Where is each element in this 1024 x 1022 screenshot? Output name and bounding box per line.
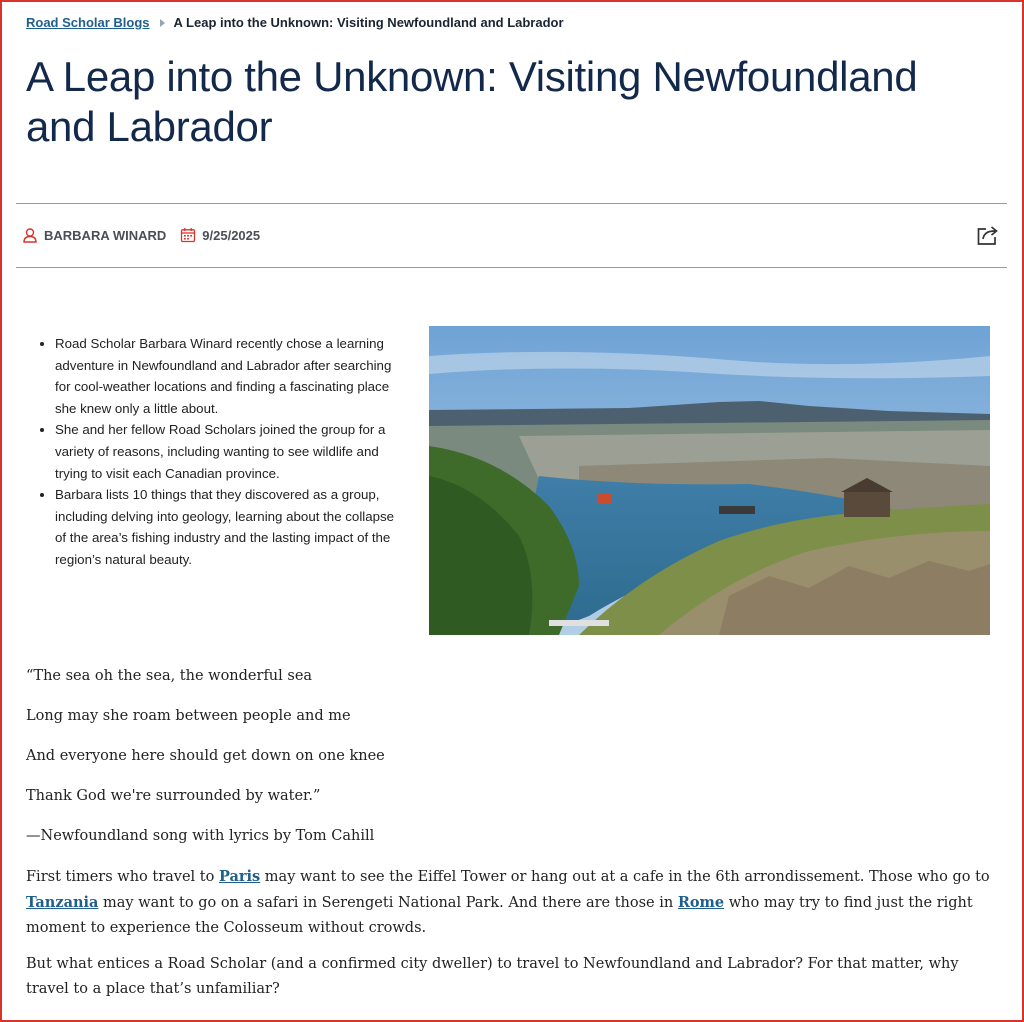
summary-item: • Barbara lists 10 things that they discovered as a group, including delving into geology, learning about the collapse of the area’s fishing industry and the lasting impact of the region’s natural beauty. [55,484,398,570]
verse-line: And everyone here should get down on one knee [26,748,385,764]
breadcrumb-separator-icon [160,19,165,27]
verse-line: Long may she roam between people and me [26,708,351,724]
paragraph-question: But what entices a Road Scholar (and a confirmed city dweller) to travel to Newfoundland and Labrador? For that matter, why travel to a place that’s unfamiliar? [26,956,959,997]
paragraph-text: may want to go on a safari in Serengeti National Park. And there are those in [98,895,678,911]
publish-date: 9/25/2025 [202,227,261,243]
verse-line: Thank God we're surrounded by water.” [26,788,321,804]
link-rome[interactable]: Rome [677,894,725,911]
paragraph-text: who may try to find just the right moment to experience the Colosseum without crowds. [26,895,973,936]
link-paris[interactable]: Paris [218,868,261,885]
harbour-photo [429,326,990,635]
share-icon[interactable] [976,224,1000,246]
paragraph-text: may want to see the Eiffel Tower or hang out at a cafe in the 6th arrondissement. Those who go to [260,869,990,885]
summary-item: • She and her fellow Road Scholars joined the group for a variety of reasons, including wanting to see wildlife and trying to visit each Canadian province. [55,419,398,484]
breadcrumb [26,15,564,30]
article-body [26,663,996,1013]
breadcrumb-link-blogs[interactable]: Road Scholar Blogs [26,15,150,30]
divider-top [16,203,1007,204]
divider-bottom [16,267,1007,268]
link-tanzania[interactable]: Tanzania [26,894,99,911]
verse-attribution: —Newfoundland song with lyrics by Tom Cahill [26,828,375,844]
article-meta [22,226,260,244]
author-name[interactable]: BARBARA WINARD [44,227,167,243]
summary-item: • Road Scholar Barbara Winard recently chose a learning adventure in Newfoundland and Labrador after searching for cool-weather locations and finding a fascinating place she knew only a little about. [55,333,398,419]
page-title: A Leap into the Unknown: Visiting Newfoundland and Labrador [26,53,918,150]
calendar-icon [180,227,196,243]
person-icon [22,227,38,243]
paragraph-text: First timers who travel to [26,869,219,885]
verse-line: “The sea oh the sea, the wonderful sea [26,668,313,684]
breadcrumb-current: A Leap into the Unknown: Visiting Newfoundland and Labrador [173,15,564,30]
paragraph-intro [26,864,996,941]
summary-list [38,333,398,571]
